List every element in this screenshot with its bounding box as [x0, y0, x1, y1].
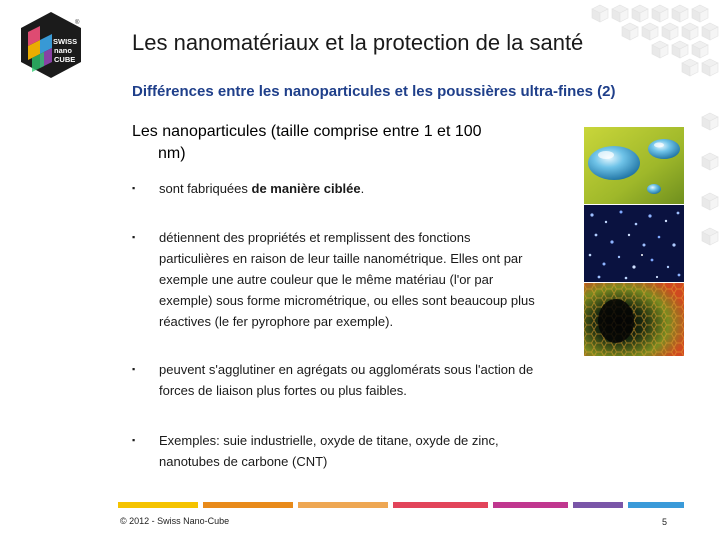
bullet-item [132, 227, 572, 337]
heading-line-1: Les nanoparticules (taille comprise entre 1 et 100 [132, 123, 482, 140]
logo-text-nano: nano [54, 46, 72, 55]
nanoparticles-blue-photo [584, 205, 684, 282]
bullet-item [132, 430, 572, 474]
registered-mark: ® [75, 20, 80, 26]
bullet-item [132, 359, 572, 403]
bullet-marker: ▪ [132, 183, 136, 193]
water-droplets-photo [584, 127, 684, 204]
footer-color-bars [118, 502, 684, 508]
bullet-text: Exemples: suie industrielle, oxyde de titane, oxyde de zinc, nanotubes de carbone (CNT) [159, 433, 499, 469]
heading-line-2: nm) [158, 145, 186, 162]
footer-copyright: © 2012 - Swiss Nano-Cube [120, 516, 230, 526]
swiss-nano-cube-logo [18, 10, 84, 80]
bullet-marker: ▪ [132, 435, 136, 445]
logo-text-cube: CUBE [54, 55, 76, 64]
nano-photos [584, 127, 684, 356]
nanotube-lattice-photo [584, 283, 684, 356]
bullet-bold-text: de manière ciblée [251, 181, 361, 196]
bullet-marker: ▪ [132, 364, 136, 374]
bullet-marker: ▪ [132, 232, 136, 242]
page-number: 5 [662, 517, 668, 527]
page-title: Les nanomatériaux et la protection de la santé [132, 30, 584, 55]
section-subtitle: Différences entre les nanoparticules et les poussières ultra-fines (2) [132, 83, 616, 100]
content-heading [132, 121, 572, 165]
bullet-text: peuvent s'agglutiner en agrégats ou agglomérats sous l'action de forces de liaison plus fortes ou plus faibles. [159, 362, 534, 398]
bullet-item [132, 178, 572, 200]
bullet-text: détiennent des propriétés et remplissent des fonctions particulières en raison de leur taille nanométrique. Elles ont par exemple une autre couleur que le même matériau (l'or par exemple) sous forme micrométrique, ou elles sont beaucoup plus réactives (le fer pyrophore par exemple). [159, 230, 535, 329]
logo-text-swiss: SWISS [53, 37, 78, 46]
bullet-text: sont fabriquées de manière ciblée. [159, 181, 365, 196]
